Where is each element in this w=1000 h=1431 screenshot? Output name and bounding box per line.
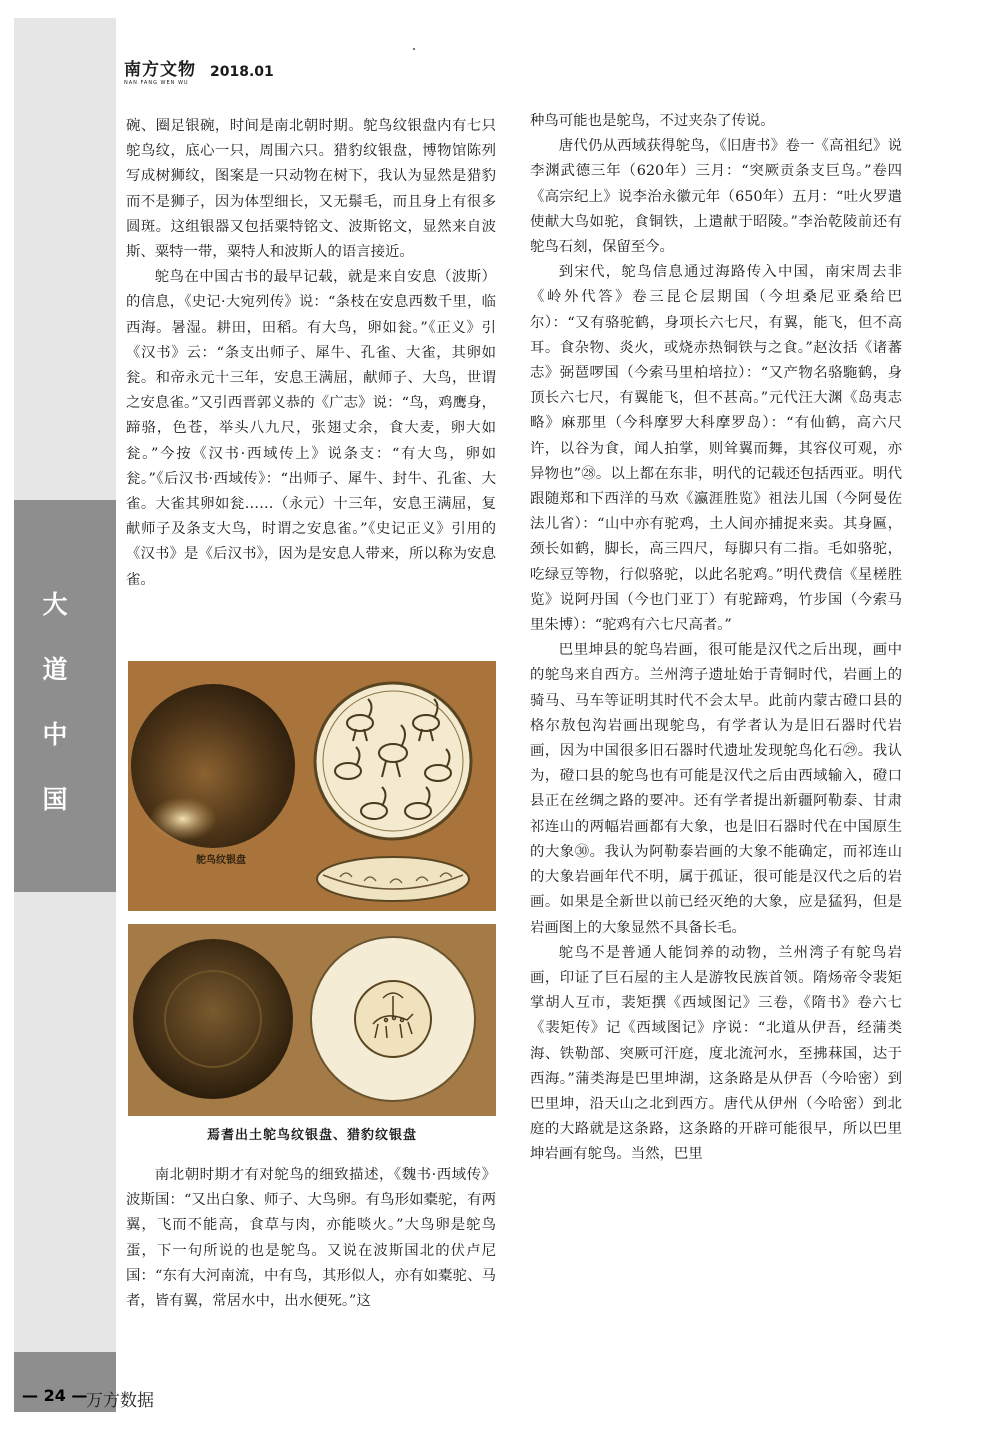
scan-speck [413,48,415,50]
ostrich-plates-illustration [128,661,496,911]
photo-label: 鸵鸟纹银盘 [196,855,246,866]
paragraph: 到宋代，鸵鸟信息通过海路传入中国，南宋周去非《岭外代答》卷三昆仑层期国（今坦桑尼亚桑给巴尔）：“又有骆驼鹤，身项长六七尺，有翼，能飞，但不高耳。食杂物、炎火，或烧赤热铜铁与之食。”赵汝括《诸蕃志》弼琶啰国（今索马里柏培拉）：“又产物名骆駞鹤，身顶长六七尺，有翼能飞，但不甚高。”元代汪大渊《岛夷志略》麻那里（今科摩罗大科摩罗岛）：“有仙鹤，高六尺许，以谷为食，闻人拍掌，则耸翼而舞，其容仪可观，亦异物也”㉘。以上都在东非，明代的记载还包括西亚。明代跟随郑和下西洋的马欢《瀛涯胜览》祖法儿国（今阿曼佐法儿省）：“山中亦有驼鸡，土人间亦捕捉来卖。其身匾，颈长如鹤，脚长，高三四尺，每脚只有二指。毛如骆驼，吃绿豆等物，行似骆驼，以此名驼鸡。”明代费信《星槎胜览》说阿丹国（今也门亚丁）有驼蹄鸡，竹步国（今索马里朱博）：“驼鸡有六七尺高者。” [530,264,902,634]
plate-reflection [149,797,217,841]
side-bar-upper [14,18,116,500]
logo-pinyin: NAN FANG WEN WU [124,80,189,86]
paragraph: 鸵鸟不是普通人能饲养的动物，兰州湾子有鸵鸟岩画，印证了巨石屋的主人是游牧民族首领。隋炀帝令裴矩掌胡人互市，裴矩撰《西域图记》三卷，《隋书》卷六七《裴矩传》记《西域图记》序说：“北道从伊吾，经蒲类海、铁勒部、突厥可汗庭，度北流河水，至拂菻国，达于西海。”蒲类海是巴里坤湖，这条路是从伊吾（今哈密）到巴里坤，沿天山之北到西方。唐代从伊州（今哈密）到北庭的大路就是这条路，这条路的开辟可能很早，所以巴里坤岩画有鸵鸟。当然，巴里 [530,944,902,1163]
paragraph: 唐代仍从西域获得鸵鸟，《旧唐书》卷一《高祖纪》说李渊武德三年（620年）三月：“突厥贡条支巨鸟。”卷四《高宗纪上》说李治永徽元年（650年）五月：“吐火罗遣使献大鸟如驼，食铜铁，上遣献于昭陵。”李治乾陵前还有鸵鸟石刻，保留至今。 [530,138,902,256]
figure-caption: 焉耆出土鸵鸟纹银盘、猎豹纹银盘 [206,1128,417,1143]
paragraph: 种鸟可能也是鸵鸟，不过夹杂了传说。 [530,113,775,129]
left-column-top-text [126,114,496,593]
leopard-plates-illustration [128,924,496,1116]
paragraph: 巴里坤县的鸵鸟岩画，很可能是汉代之后出现，画中的鸵鸟来自西方。兰州湾子遗址始于青铜时代，岩画上的骑马、马车等证明其时代不会太早。此前内蒙古磴口县的格尔敖包沟岩画出现鸵鸟，有学者认为是旧石器时代岩画，因为中国很多旧石器时代遗址发现鸵鸟化石㉙。我认为，磴口县的鸵鸟也有可能是汉代之后由西域输入，磴口县正在丝绸之路的要冲。还有学者提出新疆阿勒泰、甘肃祁连山的两幅岩画都有大象，也是旧石器时代在中国原生的大象㉚。我认为阿勒泰岩画的大象不能确定，而祁连山的大象岩画年代不明，属于孤证，很可能是汉代之后的岩画。如果是全新世以前已经灭绝的大象，应是猛犸，但是岩画图上的大象显然不具备长毛。 [530,642,902,936]
section-title-char: 道 [42,655,68,684]
leopard-plate-photo [128,924,496,1116]
journal-logo [124,60,206,90]
paragraph: 碗、圈足银碗，时间是南北朝时期。鸵鸟纹银盘内有七只鸵鸟纹，底心一只，周围六只。猎豹纹银盘，博物馆陈列写成树狮纹，图案是一只动物在树下，我认为显然是猎豹而不是狮子，因为体型细长，又无鬃毛，而且身上有很多圆斑。这组银器又包括粟特铭文、波斯铭文，显然来自波斯、粟特一带，粟特人和波斯人的语言接近。 [126,118,496,261]
right-column-text [530,109,902,1168]
section-title-char: 大 [42,590,68,619]
side-bar-lower [14,892,116,1352]
section-title-char: 国 [42,785,68,814]
paragraph: 鸵鸟在中国古书的最早记载，就是来自安息（波斯）的信息，《史记·大宛列传》说：“条枝在安息西数千里，临西海。暑湿。耕田，田稻。有大鸟，卵如瓮。”《正义》引《汉书》云：“条支出师子、犀牛、孔雀、大雀，其卵如瓮。和帝永元十三年，安息王满屈，献师子、大鸟，世谓之安息雀。”又引西晋郭义恭的《广志》说：“鸟，鸡鹰身，蹄骆，色苍，举头八九尺，张翅丈余，食大麦，卵大如瓮。”今按《汉书·西域传上》说条支：“有大鸟，卵如瓮。”《后汉书·西域传》：“出师子、犀牛、封牛、孔雀、大雀。大雀其卵如瓮……（永元）十三年，安息王满屈，复献师子及条支大鸟，时谓之安息雀。”《史记正义》引用的《汉书》是《后汉书》，因为是安息人带来，所以称为安息雀。 [126,269,496,588]
section-title [30,585,80,845]
left-column-bottom-text [126,1163,496,1314]
page-header [124,60,274,90]
section-title-char: 中 [42,720,68,749]
issue-number: 2018.01 [210,64,274,80]
page-number: — 24 — [22,1386,88,1405]
logo-text: 南方文物 [124,60,196,80]
paragraph: 南北朝时期才有对鸵鸟的细致描述，《魏书·西域传》波斯国：“又出白象、师子、大鸟卵。有鸟形如橐驼，有两翼，飞而不能高，食草与肉，亦能啖火。”大鸟卵是鸵鸟蛋，下一句所说的也是鸵鸟。又说在波斯国北的伏卢尼国：“东有大河南流，中有鸟，其形似人，亦有如橐驼、马者，皆有翼，常居水中，出水便死。”这 [126,1167,496,1310]
plate-side-view [317,857,469,901]
dark-silver-plate-2 [133,939,293,1099]
watermark: 万方数据 [86,1391,154,1411]
ostrich-plate-photo [128,661,496,911]
